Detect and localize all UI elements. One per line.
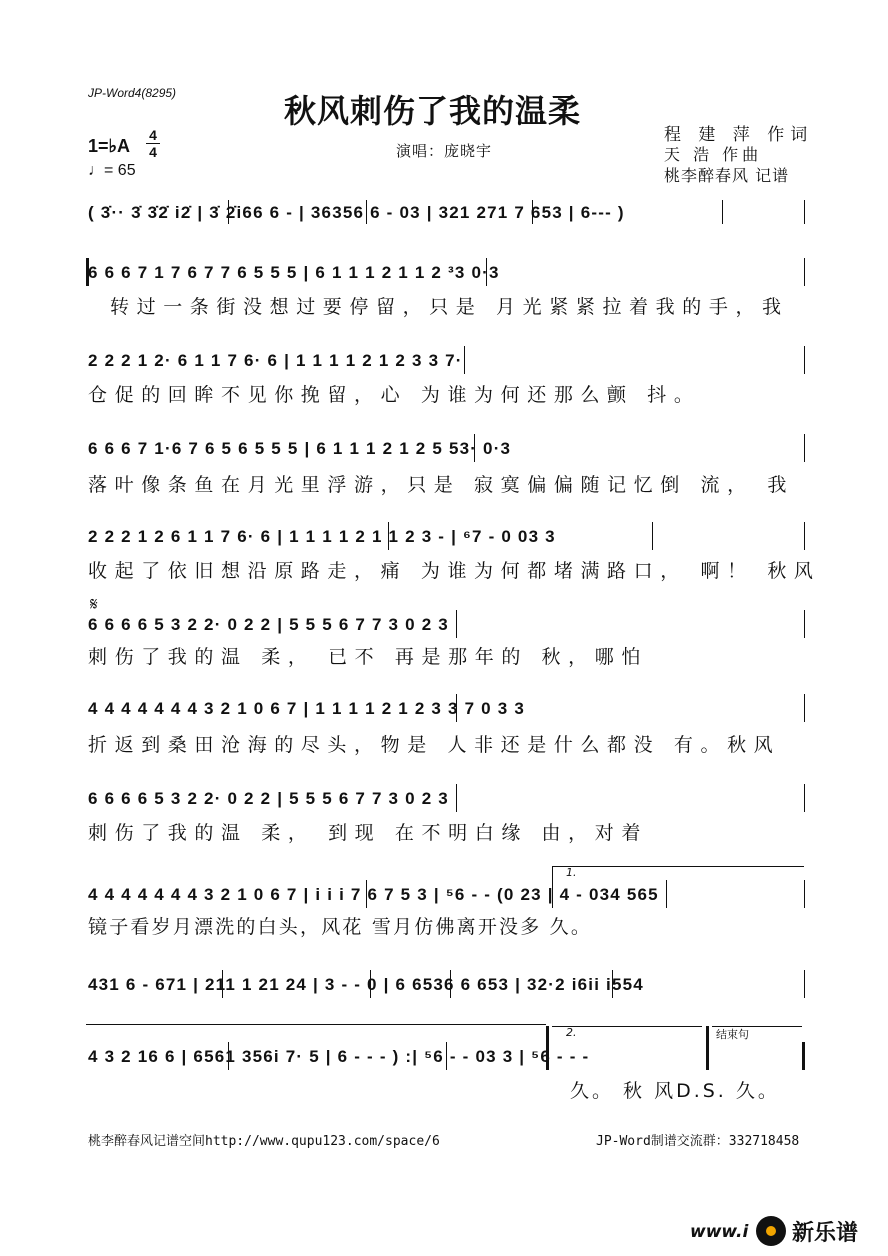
transcriber-credit: 桃李醉春风 记谱: [664, 166, 790, 185]
volta-2-label: 2.: [566, 1026, 577, 1039]
barline: [804, 258, 805, 286]
footer-left: 桃李醉春风记谱空间http://www.qupu123.com/space/6: [88, 1134, 440, 1149]
lyric-row-9: 镜子看岁月漂洗的白头，风花 雪月仿佛离开没多 久。: [88, 916, 593, 938]
barline: [464, 346, 465, 374]
lyric-row-4: 落叶像条鱼在月光里浮游，只是 寂寞偏偏随记忆倒 流， 我: [88, 474, 794, 496]
software-label: JP-Word4(8295): [88, 86, 177, 100]
lyric-row-5: 收起了依旧想沿原路走，痛 为谁为何都堵满路口， 啊！ 秋风: [88, 560, 821, 582]
composer-credit: 天 浩 作曲: [664, 145, 763, 164]
staff-row-2: 6 6 6 7 1 7 6 7 7 6 5 5 5 | 6 1 1 1 2 1 1 2 ³3 0·3: [88, 263, 500, 282]
barline: [804, 610, 805, 638]
barline: [666, 880, 667, 908]
barline: [804, 694, 805, 722]
time-bottom: 4: [149, 144, 157, 160]
volta-1-bracket-end: [552, 866, 553, 880]
key-signature: 1=♭A: [88, 136, 131, 156]
staff-row-7: 4 4 4 4 4 4 4 3 2 1 0 6 7 | 1 1 1 1 2 1 2 3 3 7 0 3 3: [88, 699, 525, 718]
staff-row-1: ( 3̇·· 3̇ 3̇2̇ i2̇ | 3̇ 2̇i66 6 - | 36356 6 - 03 | 321 271 7 653 | 6--- ): [88, 203, 625, 222]
staff-row-9: 4 4 4 4 4 4 4 3 2 1 0 6 7 | i i i 7 6 7 5 3 | ⁵6 - - (0 23 | 4 - 034 565: [88, 885, 659, 904]
barline: [804, 784, 805, 812]
barline-double: [706, 1026, 709, 1070]
final-barline: [802, 1042, 805, 1070]
staff-row-8: 6 6 6 6 5 3 2 2· 0 2 2 | 5 5 5 6 7 7 3 0 2 3: [88, 789, 449, 808]
lyric-row-11: 久。 秋 风D.S. 久。: [570, 1080, 780, 1102]
staff-row-5: 2 2 2 1 2 6 1 1 7 6· 6 | 1 1 1 1 2 1 1 2 3 - | ⁶7 - 0 03 3: [88, 527, 556, 546]
time-signature: [146, 128, 160, 159]
lyric-row-6: 刺伤了我的温 柔， 已不 再是那年的 秋，哪怕: [88, 646, 648, 668]
lyric-row-7: 折返到桑田沧海的尽头，物是 人非还是什么都没 有。秋风: [88, 734, 781, 756]
page-title: 秋风刺伤了我的温柔: [284, 92, 582, 130]
lyricist-credit: 程 建 萍 作词: [664, 125, 814, 145]
logo-record-icon: [756, 1216, 786, 1246]
barline: [652, 522, 653, 550]
barline: [804, 346, 805, 374]
volta-1-bracket-cont: [86, 1024, 546, 1025]
footer-right: JP-Word制谱交流群：332718458: [596, 1134, 800, 1149]
lyric-row-8: 刺伤了我的温 柔， 到现 在不明白缘 由，对着: [88, 822, 648, 844]
singer-credit: 演唱：庞晓宇: [396, 142, 493, 160]
barline: [456, 610, 457, 638]
lyric-row-3: 仓促的回眸不见你挽留，心 为谁为何还那么颤 抖。: [88, 384, 701, 406]
barline: [804, 434, 805, 462]
time-top: 4: [149, 127, 157, 143]
staff-row-4: 6 6 6 7 1·6 7 6 5 6 5 5 5 | 6 1 1 1 2 1 2 5 53· 0·3: [88, 439, 512, 458]
barline: [722, 200, 723, 224]
volta-1-label: 1.: [566, 866, 577, 879]
staff-row-11: 4 3 2 16 6 | 6561 356i 7· 5 | 6 - - - ) :| ⁵6 - - 03 3 | ⁵6 - - -: [88, 1047, 590, 1066]
barline: [456, 784, 457, 812]
tempo-mark: ♩= 65: [88, 162, 136, 179]
staff-row-10: 431 6 - 671 | 211 1 21 24 | 3 - - 0 | 6 6536 6 653 | 32·2 i6ii i554: [88, 975, 644, 994]
staff-row-6: 6 6 6 6 5 3 2 2· 0 2 2 | 5 5 5 6 7 7 3 0 2 3: [88, 615, 449, 634]
logo-name: 新乐谱: [792, 1221, 859, 1246]
barline: [804, 970, 805, 998]
staff-row-3: 2 2 2 1 2· 6 1 1 7 6· 6 | 1 1 1 1 2 1 2 3 3 7·: [88, 351, 463, 370]
ending-label: 结束句: [716, 1028, 749, 1041]
lyric-row-2: 转过一条街没想过要停留，只是 月光紧紧拉着我的手，我: [110, 296, 789, 318]
barline: [804, 880, 805, 908]
barline: [804, 200, 805, 224]
volta-1-bracket: [552, 866, 804, 867]
barline: [804, 522, 805, 550]
logo-www: www.i: [690, 1222, 749, 1242]
segno-sign: 𝄋: [90, 594, 98, 615]
